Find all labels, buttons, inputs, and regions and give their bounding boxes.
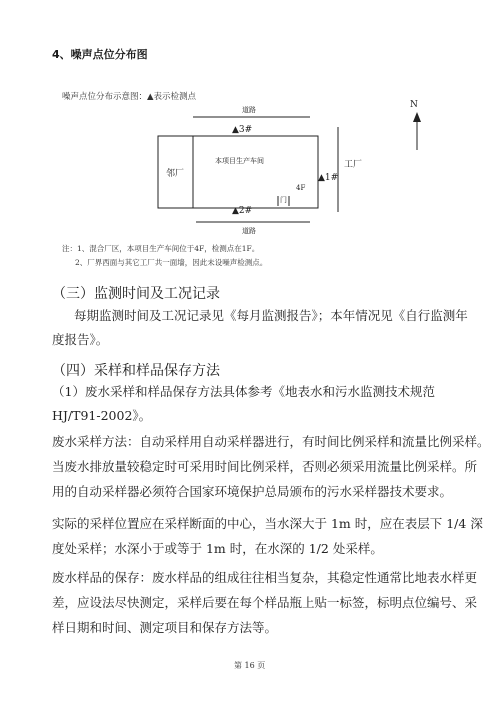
road-bottom-label: 道路 bbox=[242, 227, 256, 235]
point-2-marker: ▲2# bbox=[232, 206, 253, 216]
north-label: N bbox=[410, 100, 418, 110]
sampling-line-10: 样日期和时间、测定项目和保存方法等。 bbox=[52, 620, 278, 635]
neighbor-left-label: 邻厂 bbox=[166, 169, 185, 179]
sampling-line-6: 实际的采样位置应在采样断面的中心，当水深大于 1m 时，应在表层下 1/4 深 bbox=[52, 516, 483, 531]
monitoring-paragraph-line-1: 每期监测时间及工况记录见《每月监测报告》；本年情况见《自行监测年 bbox=[74, 308, 468, 323]
section-title-noise-map: 4、噪声点位分布图 bbox=[52, 48, 148, 61]
note-line-2: 2、厂界西面与其它工厂共一面墙，因此未设噪声检测点。 bbox=[75, 258, 268, 267]
sampling-line-9: 差，应设法尽快测定，采样后要在每个样品瓶上贴一标签，标明点位编号、采 bbox=[52, 595, 478, 610]
building-label: 本项目生产车间 bbox=[215, 157, 264, 165]
sampling-line-4: 当废水排放量较稳定时可采用时间比例采样，否则必须采用流量比例采样。所 bbox=[52, 459, 478, 474]
sampling-line-2: HJ/T91-2002》。 bbox=[52, 408, 152, 423]
road-top-label: 道路 bbox=[242, 106, 256, 114]
neighbor-right-label: 工厂 bbox=[344, 160, 363, 170]
sampling-line-5: 用的自动采样器必须符合国家环境保护总局颁布的污水采样器技术要求。 bbox=[52, 484, 453, 499]
note-line-1: 注：1、混合厂区，本项目生产车间位于4F，检测点在1F。 bbox=[62, 244, 260, 253]
point-3-marker: ▲3# bbox=[232, 125, 253, 135]
monitoring-paragraph-line-2: 度报告》。 bbox=[52, 332, 109, 347]
sampling-line-1: （1）废水采样和样品保存方法具体参考《地表水和污水监测技术规范 bbox=[52, 384, 435, 399]
sampling-line-8: 废水样品的保存：废水样品的组成往往相当复杂，其稳定性通常比地表水样更 bbox=[52, 570, 478, 585]
point-1-marker: ▲1# bbox=[318, 173, 339, 183]
section-heading-sampling: （四）采样和样品保存方法 bbox=[52, 363, 220, 379]
floor-label: 4F bbox=[296, 184, 306, 192]
sampling-line-3: 废水采样方法：自动采样用自动采样器进行，有时间比例采样和流量比例采样。 bbox=[52, 434, 490, 449]
section-heading-monitoring-time: （三）监测时间及工况记录 bbox=[52, 286, 220, 302]
sampling-line-7: 度处采样；水深小于或等于 1m 时，在水深的 1/2 处采样。 bbox=[52, 541, 383, 556]
page-number: 第 16 页 bbox=[234, 661, 266, 670]
door-label: 门 bbox=[280, 196, 287, 204]
diagram-caption: 噪声点位分布示意图：▲表示检测点 bbox=[62, 92, 197, 102]
north-arrow-head bbox=[413, 112, 421, 122]
